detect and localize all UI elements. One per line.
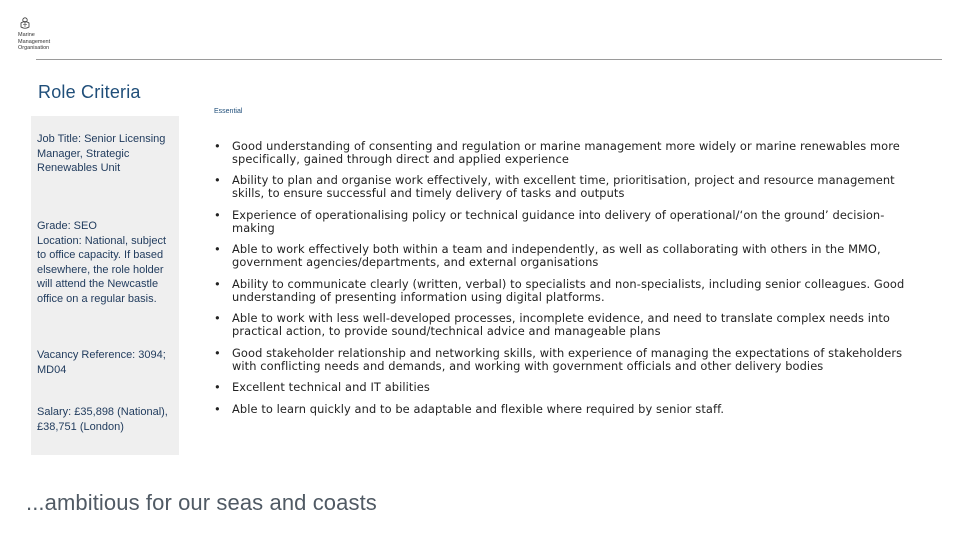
criteria-text: Able to learn quickly and to be adaptable and flexible where required by senior staff. <box>232 402 725 417</box>
criteria-item <box>214 278 914 303</box>
role-details-panel <box>31 116 179 455</box>
bullet-icon: • <box>214 242 221 257</box>
criteria-text: Experience of operationalising policy or technical guidance into delivery of operational/‘on the ground’ decision-making <box>232 207 885 235</box>
criteria-text: Able to work with less well-developed processes, incomplete evidence, and need to translate complex needs into practical action, to provide sound/technical advice and manageable plans <box>232 311 890 339</box>
tagline: ...ambitious for our seas and coasts <box>26 490 377 515</box>
bullet-icon: • <box>214 276 221 291</box>
header-divider <box>36 59 942 60</box>
bullet-icon: • <box>214 207 221 222</box>
mmo-logo <box>18 16 78 52</box>
bullet-icon: • <box>214 139 221 153</box>
criteria-item <box>214 140 914 165</box>
job-title: Job Title: Senior Licensing Manager, Strategic Renewables Unit <box>37 133 166 174</box>
logo-line-3: Organisation <box>18 45 50 51</box>
criteria-item <box>214 312 914 337</box>
bullet-icon: • <box>214 345 221 360</box>
criteria-item <box>214 381 914 394</box>
criteria-text: Good understanding of consenting and regulation or marine management more widely or marine renewables more specifically, gained through direct and applied experience <box>232 139 900 166</box>
criteria-text: Ability to communicate clearly (written, verbal) to specialists and non-specialists, including senior colleagues. Good understanding of presenting information using digital platforms. <box>232 276 905 304</box>
logo-line-1: Marine <box>18 32 35 38</box>
location: Location: National, subject to office capacity. If based elsewhere, the role holder will attend the Newcastle office on a regular basis. <box>37 234 167 305</box>
grade: Grade: SEO <box>37 220 97 232</box>
criteria-text: Excellent technical and IT abilities <box>232 380 430 395</box>
page-title: Role Criteria <box>38 82 141 102</box>
salary: Salary: £35,898 (National), £38,751 (London) <box>37 406 168 433</box>
criteria-text: Ability to plan and organise work effectively, with excellent time, prioritisation, project and resource management skills, to ensure successful and timely delivery of tasks and outputs <box>232 173 895 201</box>
criteria-item <box>214 174 914 199</box>
royal-crest-icon <box>18 16 32 30</box>
bullet-icon: • <box>214 311 221 326</box>
bullet-icon: • <box>214 173 221 188</box>
essential-criteria-list <box>214 140 914 425</box>
criteria-text: Good stakeholder relationship and networking skills, with experience of managing the expectations of stakeholders with conflicting needs and demands, and working with government officials and other delivery bodies <box>232 345 903 373</box>
bullet-icon: • <box>214 380 221 395</box>
logo-line-2: Management <box>18 38 51 45</box>
grade-location <box>37 219 169 306</box>
criteria-item <box>214 403 914 416</box>
criteria-item <box>214 347 914 372</box>
criteria-text: Able to work effectively both within a team and independently, as well as collaborating with others in the MMO, government agencies/departments, and external organisations <box>232 242 881 270</box>
criteria-item <box>214 243 914 268</box>
bullet-icon: • <box>214 402 221 417</box>
criteria-item <box>214 209 914 234</box>
vacancy-reference: Vacancy Reference: 3094; MD04 <box>37 349 166 376</box>
essential-label: Essential <box>214 108 243 115</box>
